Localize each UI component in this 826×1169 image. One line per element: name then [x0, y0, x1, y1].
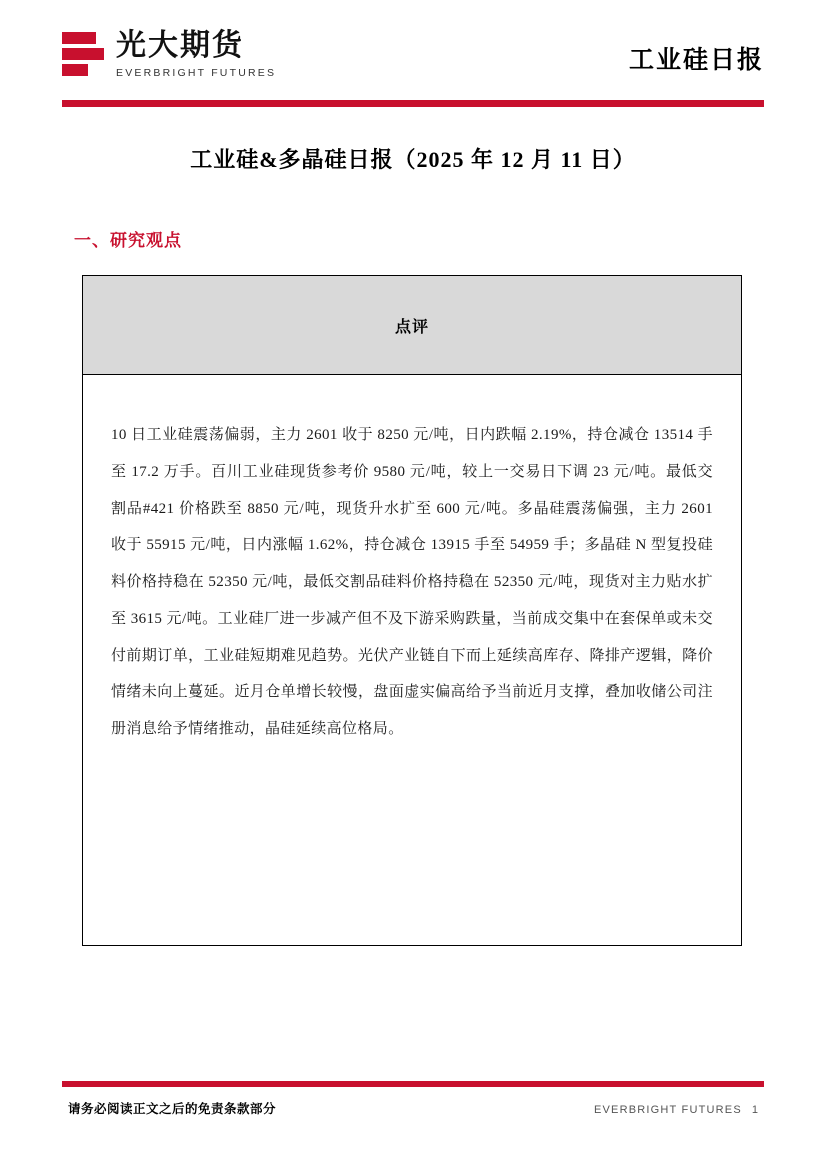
table-body-row: [83, 375, 741, 945]
section-heading-research-view: 一、研究观点: [74, 231, 182, 250]
table-column-header-comment: 点评: [394, 318, 429, 336]
header-divider: [62, 100, 764, 107]
page-title: 工业硅&多晶硅日报（2025 年 12 月 11 日）: [190, 147, 636, 172]
brand-name-en: EVERBRIGHT FUTURES: [116, 67, 277, 80]
footer-right-group: [594, 1104, 758, 1116]
everbright-logo-icon: [62, 32, 104, 78]
footer-disclaimer: 请务必阅读正文之后的免责条款部分: [68, 1102, 277, 1116]
page-header: [62, 0, 764, 96]
footer-row: [62, 1099, 764, 1117]
footer-brand-en: EVERBRIGHT FUTURES: [593, 1104, 742, 1116]
commentary-table: [82, 275, 742, 946]
brand-text: [116, 28, 277, 80]
footer-divider: [62, 1081, 764, 1087]
page-footer: [62, 1081, 764, 1117]
table-header-row: [83, 276, 741, 375]
brand-block: [62, 17, 276, 79]
commentary-text: 10 日工业硅震荡偏弱，主力 2601 收于 8250 元/吨，日内跌幅 2.19%，持仓减仓 13514 手至 17.2 万手。百川工业硅现货参考价 9580 元/吨，较上一交易日下调 23 元/吨。最低交割品#421 价格跌至 8850 元/吨，现货升水扩至 600 元/吨。多晶硅震荡偏强，主力 2601 收于 55915 元/吨，日内涨幅 1.62%，持仓减仓 13915 手至 54959 手；多晶硅 N 型复投硅料价格持稳在 52350 元/吨，最低交割品硅料价格持稳在 52350 元/吨，现货对主力贴水扩至 3615 元/吨。工业硅厂进一步减产但不及下游采购跌量，当前成交集中在套保单或未交付前期订单，工业硅短期难见趋势。光伏产业链自下而上延续高库存、降排产逻辑，降价情绪未向上蔓延。近月仓单增长较慢，盘面虚实偏高给予当前近月支撑，叠加收储公司注册消息给予情绪推动，晶硅延续高位格局。: [111, 427, 713, 737]
brand-name-cn: 光大期货: [116, 28, 244, 64]
report-type-title: 工业硅日报: [628, 47, 764, 74]
page-number: 1: [751, 1104, 758, 1116]
